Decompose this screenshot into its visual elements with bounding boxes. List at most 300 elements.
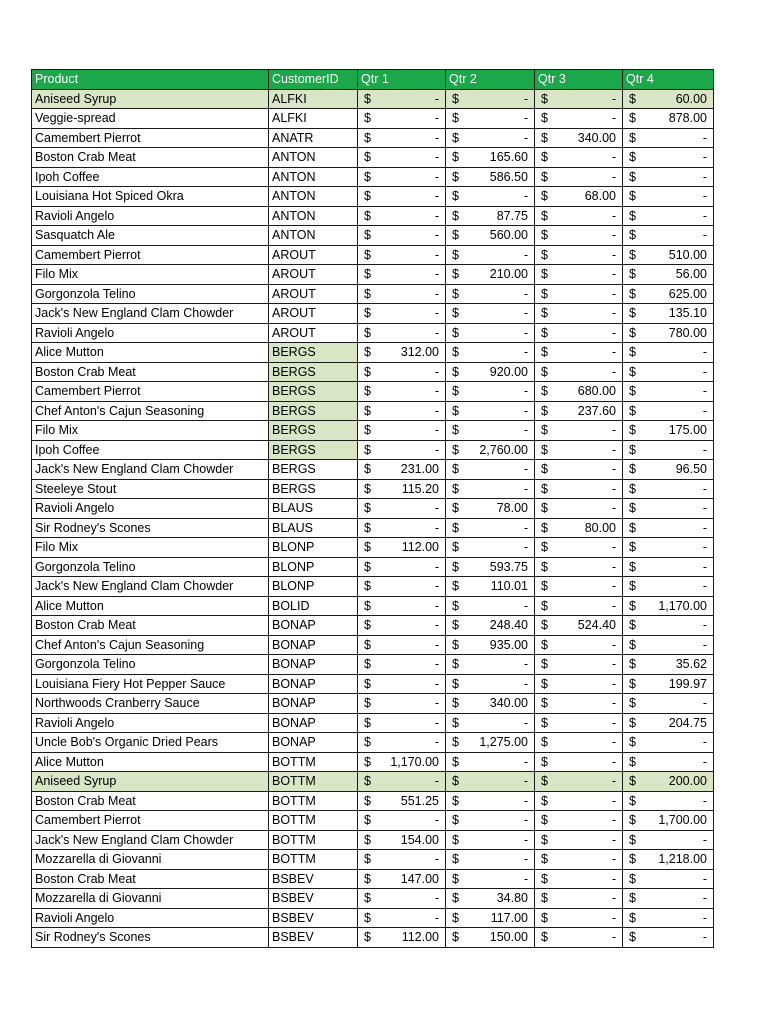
cell-qtr-4[interactable] bbox=[623, 869, 714, 889]
cell-qtr-3[interactable] bbox=[535, 323, 623, 343]
cell-qtr-4[interactable] bbox=[623, 733, 714, 753]
cell-qtr-1[interactable] bbox=[358, 362, 446, 382]
cell-customer-id[interactable]: BSBEV bbox=[269, 908, 358, 928]
cell-customer-id[interactable]: BSBEV bbox=[269, 928, 358, 948]
cell-customer-id[interactable]: BOTTM bbox=[269, 791, 358, 811]
cell-qtr-2[interactable] bbox=[446, 89, 535, 109]
cell-qtr-3[interactable] bbox=[535, 401, 623, 421]
cell-customer-id[interactable]: BLAUS bbox=[269, 499, 358, 519]
cell-qtr-1[interactable] bbox=[358, 323, 446, 343]
cell-customer-id[interactable]: ANTON bbox=[269, 187, 358, 207]
cell-qtr-3[interactable] bbox=[535, 343, 623, 363]
cell-product[interactable]: Camembert Pierrot bbox=[32, 811, 269, 831]
cell-qtr-4[interactable] bbox=[623, 245, 714, 265]
cell-qtr-2[interactable] bbox=[446, 713, 535, 733]
cell-qtr-1[interactable] bbox=[358, 577, 446, 597]
cell-customer-id[interactable]: BONAP bbox=[269, 655, 358, 675]
cell-customer-id[interactable]: ANTON bbox=[269, 167, 358, 187]
cell-qtr-4[interactable] bbox=[623, 811, 714, 831]
cell-qtr-4[interactable] bbox=[623, 499, 714, 519]
cell-product[interactable]: Filo Mix bbox=[32, 538, 269, 558]
cell-qtr-1[interactable] bbox=[358, 518, 446, 538]
cell-product[interactable]: Gorgonzola Telino bbox=[32, 655, 269, 675]
cell-customer-id[interactable]: BLAUS bbox=[269, 518, 358, 538]
cell-qtr-4[interactable] bbox=[623, 323, 714, 343]
cell-qtr-4[interactable] bbox=[623, 382, 714, 402]
cell-qtr-3[interactable] bbox=[535, 713, 623, 733]
cell-customer-id[interactable]: AROUT bbox=[269, 304, 358, 324]
cell-qtr-1[interactable] bbox=[358, 187, 446, 207]
cell-qtr-1[interactable] bbox=[358, 89, 446, 109]
cell-value: - bbox=[523, 540, 528, 555]
cell-customer-id[interactable]: BOTTM bbox=[269, 830, 358, 850]
cell-qtr-3[interactable] bbox=[535, 89, 623, 109]
cell-qtr-2[interactable] bbox=[446, 128, 535, 148]
cell-value: 593.75 bbox=[489, 559, 528, 574]
cell-product[interactable]: Chef Anton's Cajun Seasoning bbox=[32, 401, 269, 421]
cell-customer-id[interactable]: BERGS bbox=[269, 362, 358, 382]
cell-qtr-3[interactable] bbox=[535, 908, 623, 928]
cell-qtr-4[interactable] bbox=[623, 343, 714, 363]
cell-qtr-2[interactable] bbox=[446, 577, 535, 597]
cell-qtr-3[interactable] bbox=[535, 109, 623, 129]
cell-product[interactable]: Boston Crab Meat bbox=[32, 616, 269, 636]
cell-qtr-2[interactable] bbox=[446, 167, 535, 187]
cell-qtr-4[interactable] bbox=[623, 889, 714, 909]
cell-qtr-3[interactable] bbox=[535, 499, 623, 519]
cell-customer-id[interactable]: BONAP bbox=[269, 616, 358, 636]
cell-qtr-4[interactable] bbox=[623, 694, 714, 714]
header-qtr-1[interactable]: Qtr 1 bbox=[358, 70, 446, 90]
cell-qtr-3[interactable] bbox=[535, 635, 623, 655]
cell-qtr-1[interactable] bbox=[358, 265, 446, 285]
cell-product[interactable]: Ravioli Angelo bbox=[32, 908, 269, 928]
cell-product[interactable]: Sir Rodney's Scones bbox=[32, 518, 269, 538]
cell-qtr-2[interactable] bbox=[446, 869, 535, 889]
currency-symbol: $ bbox=[629, 247, 636, 262]
header-qtr-2[interactable]: Qtr 2 bbox=[446, 70, 535, 90]
cell-qtr-2[interactable] bbox=[446, 733, 535, 753]
cell-product[interactable]: Ipoh Coffee bbox=[32, 167, 269, 187]
cell-qtr-2[interactable] bbox=[446, 635, 535, 655]
cell-qtr-2[interactable] bbox=[446, 109, 535, 129]
cell-qtr-2[interactable] bbox=[446, 889, 535, 909]
cell-product[interactable]: Gorgonzola Telino bbox=[32, 557, 269, 577]
cell-qtr-2[interactable] bbox=[446, 304, 535, 324]
cell-qtr-2[interactable] bbox=[446, 343, 535, 363]
cell-product[interactable]: Camembert Pierrot bbox=[32, 245, 269, 265]
cell-customer-id[interactable]: BONAP bbox=[269, 733, 358, 753]
cell-customer-id[interactable]: BONAP bbox=[269, 635, 358, 655]
cell-qtr-1[interactable] bbox=[358, 421, 446, 441]
cell-product[interactable]: Camembert Pierrot bbox=[32, 382, 269, 402]
cell-qtr-3[interactable] bbox=[535, 382, 623, 402]
cell-qtr-3[interactable] bbox=[535, 206, 623, 226]
cell-product[interactable]: Aniseed Syrup bbox=[32, 89, 269, 109]
cell-qtr-1[interactable] bbox=[358, 908, 446, 928]
cell-product[interactable]: Veggie-spread bbox=[32, 109, 269, 129]
cell-product[interactable]: Louisiana Fiery Hot Pepper Sauce bbox=[32, 674, 269, 694]
cell-value: 80.00 bbox=[584, 520, 616, 535]
cell-qtr-2[interactable] bbox=[446, 245, 535, 265]
cell-value: 510.00 bbox=[668, 247, 707, 262]
cell-customer-id[interactable]: BONAP bbox=[269, 674, 358, 694]
cell-qtr-1[interactable] bbox=[358, 128, 446, 148]
cell-qtr-4[interactable] bbox=[623, 908, 714, 928]
cell-qtr-1[interactable] bbox=[358, 772, 446, 792]
cell-customer-id[interactable]: BOLID bbox=[269, 596, 358, 616]
cell-qtr-1[interactable] bbox=[358, 635, 446, 655]
cell-value: - bbox=[611, 754, 616, 769]
cell-qtr-2[interactable] bbox=[446, 616, 535, 636]
cell-qtr-3[interactable] bbox=[535, 265, 623, 285]
header-product[interactable]: Product bbox=[32, 70, 269, 90]
cell-qtr-3[interactable] bbox=[535, 479, 623, 499]
cell-qtr-3[interactable] bbox=[535, 850, 623, 870]
cell-qtr-2[interactable] bbox=[446, 538, 535, 558]
cell-qtr-1[interactable] bbox=[358, 343, 446, 363]
cell-product[interactable]: Camembert Pierrot bbox=[32, 128, 269, 148]
cell-value: - bbox=[702, 832, 707, 847]
cell-product[interactable]: Alice Mutton bbox=[32, 343, 269, 363]
cell-qtr-4[interactable] bbox=[623, 187, 714, 207]
cell-qtr-1[interactable] bbox=[358, 655, 446, 675]
cell-qtr-4[interactable] bbox=[623, 518, 714, 538]
cell-qtr-1[interactable] bbox=[358, 713, 446, 733]
cell-qtr-2[interactable] bbox=[446, 265, 535, 285]
cell-qtr-3[interactable] bbox=[535, 284, 623, 304]
cell-qtr-2[interactable] bbox=[446, 752, 535, 772]
cell-customer-id[interactable]: BERGS bbox=[269, 343, 358, 363]
cell-customer-id[interactable]: ALFKI bbox=[269, 89, 358, 109]
cell-qtr-4[interactable] bbox=[623, 109, 714, 129]
cell-qtr-3[interactable] bbox=[535, 674, 623, 694]
cell-qtr-4[interactable] bbox=[623, 128, 714, 148]
cell-qtr-1[interactable] bbox=[358, 284, 446, 304]
cell-qtr-4[interactable] bbox=[623, 674, 714, 694]
cell-qtr-2[interactable] bbox=[446, 440, 535, 460]
cell-qtr-4[interactable] bbox=[623, 616, 714, 636]
cell-product[interactable]: Louisiana Hot Spiced Okra bbox=[32, 187, 269, 207]
cell-qtr-2[interactable] bbox=[446, 830, 535, 850]
cell-qtr-2[interactable] bbox=[446, 772, 535, 792]
cell-qtr-3[interactable] bbox=[535, 518, 623, 538]
cell-value: - bbox=[523, 793, 528, 808]
cell-qtr-3[interactable] bbox=[535, 187, 623, 207]
cell-qtr-3[interactable] bbox=[535, 616, 623, 636]
cell-product[interactable]: Ravioli Angelo bbox=[32, 713, 269, 733]
cell-qtr-3[interactable] bbox=[535, 245, 623, 265]
cell-product[interactable]: Steeleye Stout bbox=[32, 479, 269, 499]
cell-qtr-4[interactable] bbox=[623, 752, 714, 772]
cell-product[interactable]: Chef Anton's Cajun Seasoning bbox=[32, 635, 269, 655]
cell-qtr-1[interactable] bbox=[358, 791, 446, 811]
cell-qtr-1[interactable] bbox=[358, 206, 446, 226]
currency-symbol: $ bbox=[541, 715, 548, 730]
cell-qtr-3[interactable] bbox=[535, 304, 623, 324]
cell-qtr-1[interactable] bbox=[358, 440, 446, 460]
cell-qtr-4[interactable] bbox=[623, 206, 714, 226]
cell-qtr-1[interactable] bbox=[358, 850, 446, 870]
cell-customer-id[interactable]: ANATR bbox=[269, 128, 358, 148]
cell-qtr-4[interactable] bbox=[623, 148, 714, 168]
table-row bbox=[32, 89, 714, 109]
cell-customer-id[interactable]: BERGS bbox=[269, 401, 358, 421]
cell-qtr-4[interactable] bbox=[623, 284, 714, 304]
cell-qtr-3[interactable] bbox=[535, 226, 623, 246]
cell-product[interactable]: Mozzarella di Giovanni bbox=[32, 889, 269, 909]
cell-qtr-4[interactable] bbox=[623, 167, 714, 187]
cell-product[interactable]: Aniseed Syrup bbox=[32, 772, 269, 792]
cell-qtr-4[interactable] bbox=[623, 557, 714, 577]
table-row bbox=[32, 343, 714, 363]
cell-customer-id[interactable]: BONAP bbox=[269, 713, 358, 733]
cell-product[interactable]: Boston Crab Meat bbox=[32, 362, 269, 382]
cell-qtr-2[interactable] bbox=[446, 499, 535, 519]
cell-qtr-3[interactable] bbox=[535, 752, 623, 772]
cell-customer-id[interactable]: ALFKI bbox=[269, 109, 358, 129]
cell-qtr-2[interactable] bbox=[446, 655, 535, 675]
cell-qtr-4[interactable] bbox=[623, 304, 714, 324]
cell-qtr-1[interactable] bbox=[358, 148, 446, 168]
cell-value: - bbox=[434, 735, 439, 750]
cell-customer-id[interactable]: AROUT bbox=[269, 323, 358, 343]
cell-qtr-2[interactable] bbox=[446, 421, 535, 441]
cell-product[interactable]: Uncle Bob's Organic Dried Pears bbox=[32, 733, 269, 753]
cell-customer-id[interactable]: AROUT bbox=[269, 245, 358, 265]
cell-product[interactable]: Mozzarella di Giovanni bbox=[32, 850, 269, 870]
cell-qtr-3[interactable] bbox=[535, 167, 623, 187]
currency-symbol: $ bbox=[364, 598, 371, 613]
cell-qtr-1[interactable] bbox=[358, 869, 446, 889]
cell-qtr-3[interactable] bbox=[535, 577, 623, 597]
cell-qtr-4[interactable] bbox=[623, 850, 714, 870]
header-customer-id[interactable]: CustomerID bbox=[269, 70, 358, 90]
cell-qtr-4[interactable] bbox=[623, 265, 714, 285]
header-qtr-3[interactable]: Qtr 3 bbox=[535, 70, 623, 90]
cell-customer-id[interactable]: BLONP bbox=[269, 538, 358, 558]
cell-qtr-3[interactable] bbox=[535, 557, 623, 577]
cell-qtr-3[interactable] bbox=[535, 362, 623, 382]
cell-value: - bbox=[434, 559, 439, 574]
cell-product[interactable]: Alice Mutton bbox=[32, 596, 269, 616]
cell-product[interactable]: Gorgonzola Telino bbox=[32, 284, 269, 304]
cell-customer-id[interactable]: BLONP bbox=[269, 557, 358, 577]
cell-qtr-4[interactable] bbox=[623, 89, 714, 109]
cell-qtr-3[interactable] bbox=[535, 889, 623, 909]
cell-qtr-1[interactable] bbox=[358, 479, 446, 499]
cell-qtr-2[interactable] bbox=[446, 323, 535, 343]
cell-value: - bbox=[702, 637, 707, 652]
cell-qtr-2[interactable] bbox=[446, 850, 535, 870]
cell-qtr-3[interactable] bbox=[535, 148, 623, 168]
table-row bbox=[32, 791, 714, 811]
currency-symbol: $ bbox=[364, 150, 371, 164]
cell-customer-id[interactable]: BLONP bbox=[269, 577, 358, 597]
cell-customer-id[interactable]: BONAP bbox=[269, 694, 358, 714]
cell-qtr-1[interactable] bbox=[358, 694, 446, 714]
cell-qtr-1[interactable] bbox=[358, 401, 446, 421]
cell-product[interactable]: Sir Rodney's Scones bbox=[32, 928, 269, 948]
cell-qtr-4[interactable] bbox=[623, 421, 714, 441]
currency-symbol: $ bbox=[452, 910, 459, 925]
cell-product[interactable]: Ipoh Coffee bbox=[32, 440, 269, 460]
cell-value: - bbox=[611, 423, 616, 438]
cell-customer-id[interactable]: BOTTM bbox=[269, 811, 358, 831]
cell-qtr-1[interactable] bbox=[358, 889, 446, 909]
cell-qtr-1[interactable] bbox=[358, 304, 446, 324]
cell-qtr-2[interactable] bbox=[446, 187, 535, 207]
cell-customer-id[interactable]: AROUT bbox=[269, 284, 358, 304]
table-row bbox=[32, 616, 714, 636]
cell-qtr-2[interactable] bbox=[446, 694, 535, 714]
cell-product[interactable]: Boston Crab Meat bbox=[32, 148, 269, 168]
cell-product[interactable]: Filo Mix bbox=[32, 421, 269, 441]
currency-symbol: $ bbox=[364, 813, 371, 827]
cell-qtr-1[interactable] bbox=[358, 499, 446, 519]
cell-qtr-3[interactable] bbox=[535, 791, 623, 811]
cell-qtr-4[interactable] bbox=[623, 713, 714, 733]
cell-qtr-3[interactable] bbox=[535, 811, 623, 831]
cell-qtr-2[interactable] bbox=[446, 791, 535, 811]
cell-qtr-2[interactable] bbox=[446, 206, 535, 226]
cell-qtr-4[interactable] bbox=[623, 596, 714, 616]
cell-customer-id[interactable]: BERGS bbox=[269, 382, 358, 402]
cell-qtr-1[interactable] bbox=[358, 167, 446, 187]
currency-symbol: $ bbox=[452, 462, 459, 476]
cell-qtr-4[interactable] bbox=[623, 928, 714, 948]
cell-qtr-1[interactable] bbox=[358, 811, 446, 831]
cell-customer-id[interactable]: ANTON bbox=[269, 206, 358, 226]
cell-qtr-1[interactable] bbox=[358, 752, 446, 772]
cell-value: 1,275.00 bbox=[479, 735, 528, 750]
cell-qtr-1[interactable] bbox=[358, 928, 446, 948]
cell-qtr-1[interactable] bbox=[358, 616, 446, 636]
cell-qtr-1[interactable] bbox=[358, 674, 446, 694]
cell-value: - bbox=[702, 618, 707, 633]
cell-qtr-2[interactable] bbox=[446, 518, 535, 538]
cell-qtr-4[interactable] bbox=[623, 772, 714, 792]
cell-qtr-1[interactable] bbox=[358, 596, 446, 616]
cell-customer-id[interactable]: BOTTM bbox=[269, 752, 358, 772]
cell-qtr-2[interactable] bbox=[446, 362, 535, 382]
cell-qtr-4[interactable] bbox=[623, 791, 714, 811]
cell-product[interactable]: Ravioli Angelo bbox=[32, 323, 269, 343]
cell-qtr-1[interactable] bbox=[358, 109, 446, 129]
cell-qtr-3[interactable] bbox=[535, 128, 623, 148]
cell-qtr-4[interactable] bbox=[623, 362, 714, 382]
cell-product[interactable]: Ravioli Angelo bbox=[32, 206, 269, 226]
cell-qtr-4[interactable] bbox=[623, 440, 714, 460]
cell-qtr-2[interactable] bbox=[446, 811, 535, 831]
cell-qtr-1[interactable] bbox=[358, 733, 446, 753]
cell-customer-id[interactable]: BSBEV bbox=[269, 889, 358, 909]
cell-qtr-3[interactable] bbox=[535, 928, 623, 948]
cell-product[interactable]: Boston Crab Meat bbox=[32, 791, 269, 811]
cell-qtr-4[interactable] bbox=[623, 830, 714, 850]
cell-qtr-3[interactable] bbox=[535, 830, 623, 850]
cell-qtr-4[interactable] bbox=[623, 460, 714, 480]
cell-product[interactable]: Northwoods Cranberry Sauce bbox=[32, 694, 269, 714]
cell-qtr-3[interactable] bbox=[535, 460, 623, 480]
cell-qtr-2[interactable] bbox=[446, 460, 535, 480]
cell-qtr-2[interactable] bbox=[446, 382, 535, 402]
cell-qtr-4[interactable] bbox=[623, 577, 714, 597]
cell-product[interactable]: Boston Crab Meat bbox=[32, 869, 269, 889]
cell-qtr-3[interactable] bbox=[535, 694, 623, 714]
cell-product[interactable]: Jack's New England Clam Chowder bbox=[32, 577, 269, 597]
cell-product[interactable]: Jack's New England Clam Chowder bbox=[32, 830, 269, 850]
cell-value: - bbox=[611, 286, 616, 301]
cell-qtr-4[interactable] bbox=[623, 655, 714, 675]
cell-qtr-1[interactable] bbox=[358, 226, 446, 246]
cell-customer-id[interactable]: BOTTM bbox=[269, 850, 358, 870]
cell-qtr-3[interactable] bbox=[535, 733, 623, 753]
cell-value: - bbox=[434, 657, 439, 672]
cell-product[interactable]: Alice Mutton bbox=[32, 752, 269, 772]
cell-qtr-4[interactable] bbox=[623, 538, 714, 558]
cell-qtr-2[interactable] bbox=[446, 401, 535, 421]
currency-symbol: $ bbox=[541, 423, 548, 437]
cell-qtr-2[interactable] bbox=[446, 557, 535, 577]
cell-qtr-1[interactable] bbox=[358, 382, 446, 402]
currency-symbol: $ bbox=[364, 832, 371, 847]
cell-customer-id[interactable]: BOTTM bbox=[269, 772, 358, 792]
cell-qtr-2[interactable] bbox=[446, 908, 535, 928]
cell-qtr-2[interactable] bbox=[446, 674, 535, 694]
cell-qtr-1[interactable] bbox=[358, 460, 446, 480]
cell-qtr-3[interactable] bbox=[535, 596, 623, 616]
currency-symbol: $ bbox=[541, 910, 548, 925]
cell-qtr-4[interactable] bbox=[623, 226, 714, 246]
cell-qtr-2[interactable] bbox=[446, 479, 535, 499]
cell-product[interactable]: Jack's New England Clam Chowder bbox=[32, 460, 269, 480]
cell-qtr-3[interactable] bbox=[535, 440, 623, 460]
cell-qtr-3[interactable] bbox=[535, 869, 623, 889]
cell-qtr-2[interactable] bbox=[446, 928, 535, 948]
cell-qtr-3[interactable] bbox=[535, 772, 623, 792]
cell-product[interactable]: Ravioli Angelo bbox=[32, 499, 269, 519]
cell-product[interactable]: Sasquatch Ale bbox=[32, 226, 269, 246]
cell-qtr-3[interactable] bbox=[535, 655, 623, 675]
cell-product[interactable]: Jack's New England Clam Chowder bbox=[32, 304, 269, 324]
cell-qtr-1[interactable] bbox=[358, 557, 446, 577]
cell-qtr-2[interactable] bbox=[446, 596, 535, 616]
cell-qtr-2[interactable] bbox=[446, 148, 535, 168]
cell-customer-id[interactable]: ANTON bbox=[269, 148, 358, 168]
cell-customer-id[interactable]: BERGS bbox=[269, 440, 358, 460]
cell-qtr-4[interactable] bbox=[623, 635, 714, 655]
cell-qtr-3[interactable] bbox=[535, 538, 623, 558]
cell-customer-id[interactable]: BERGS bbox=[269, 460, 358, 480]
cell-customer-id[interactable]: AROUT bbox=[269, 265, 358, 285]
cell-qtr-2[interactable] bbox=[446, 226, 535, 246]
cell-value: 154.00 bbox=[400, 832, 439, 847]
cell-customer-id[interactable]: ANTON bbox=[269, 226, 358, 246]
cell-qtr-2[interactable] bbox=[446, 284, 535, 304]
cell-customer-id[interactable]: BERGS bbox=[269, 421, 358, 441]
cell-qtr-4[interactable] bbox=[623, 479, 714, 499]
cell-qtr-4[interactable] bbox=[623, 401, 714, 421]
header-qtr-4[interactable]: Qtr 4 bbox=[623, 70, 714, 90]
cell-qtr-1[interactable] bbox=[358, 830, 446, 850]
cell-qtr-3[interactable] bbox=[535, 421, 623, 441]
cell-product[interactable]: Filo Mix bbox=[32, 265, 269, 285]
cell-qtr-1[interactable] bbox=[358, 245, 446, 265]
cell-customer-id[interactable]: BERGS bbox=[269, 479, 358, 499]
cell-qtr-1[interactable] bbox=[358, 538, 446, 558]
cell-customer-id[interactable]: BSBEV bbox=[269, 869, 358, 889]
